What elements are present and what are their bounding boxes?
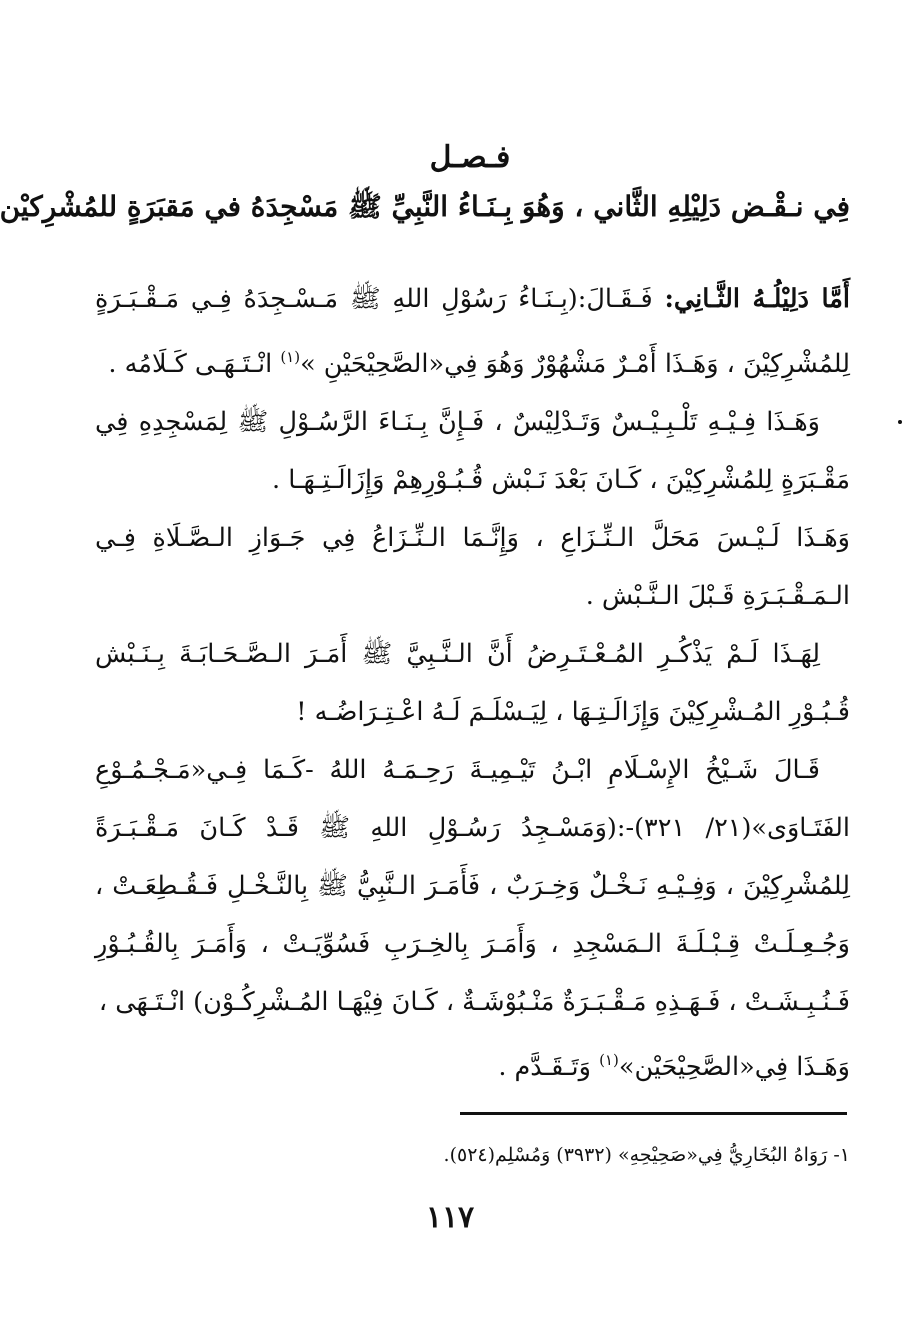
- footnote-reference: (١): [280, 348, 301, 366]
- chapter-title: فـصـل: [429, 140, 511, 175]
- paragraph-2: وَهَـذَا فِـيْـهِ تَلْـبِـيْـسٌ وَتَـدْلِيْسٌ ، فَـإِنَّ بِـنَـاءَ الرَّسُـوْلِ ﷺ لِمَسْجِدِهِ فِي مَقْـبَرَةٍ لِلمُشْرِكِيْنَ ، كَـانَ بَعْدَ نَـبْش قُـبُـوْرِهِمْ وَإِزَالَـتِـهَـا .: [95, 407, 850, 495]
- paragraph-6-end: وَتَـقَـدَّم .: [498, 1052, 600, 1082]
- footnote: ١- رَوَاهُ البُخَارِيُّ فِي«صَحِيْحِهِ» (٣٩٣٢) وَمُسْلِم(٥٢٤).: [443, 1144, 850, 1166]
- paragraph-4: لِهَـذَا لَـمْ يَذْكُـرِ المُـعْـتَـرِضُ أَنَّ الـنَّـبِيَّ ﷺ أَمَـرَ الـصَّـحَـابَـةَ بِـنَـبْش قُـبُـوْرِ المُـشْرِكِيْنَ وَإِزَالَـتِـهَا ، لِيَـسْلَـمَ لَـهُ اعْـتِـرَاضُـه !: [95, 639, 850, 727]
- paragraph-1-lead: أَمَّا دَلِيْلُـهُ الثَّـانِي:: [664, 284, 850, 314]
- paragraph-3: وَهَـذَا لَـيْـسَ مَحَلَّ الـنِّـزَاعِ ، وَإِنَّـمَا الـنِّـزَاعُ فِي جَـوَازِ الـصَّـلَاةِ فِـي الـمَـقْـبَـرَةِ قَـبْلَ الـنَّـبْش .: [95, 523, 850, 611]
- page-number: ١١٧: [425, 1200, 475, 1235]
- chapter-subtitle: فِي نـقْـض دَلِيْلِهِ الثَّاني ، وَهُوَ بِـنَـاءُ النَّبِيِّ ﷺ مَسْجِدَهُ في مَقبَرَةٍ للمُشْرِكيْن: [0, 190, 850, 223]
- paragraph-1: [95, 270, 850, 393]
- body-text: [95, 270, 850, 1096]
- margin-dot: [898, 420, 902, 424]
- paragraph-6-text: وَهَـذَا فِي«الصَّحِيْحَيْن»: [618, 1052, 850, 1082]
- paragraph-1-end: انْـتَـهَـى كَـلَامُه .: [108, 349, 281, 379]
- footnote-reference-2: (١): [599, 1051, 619, 1069]
- paragraph-5: قَـالَ شَـيْخُ الإِسْـلَامِ ابْـنُ تَيْـمِيـةَ رَحِـمَـهُ اللهُ -كَـمَا فِـي«مَـجْـمُـوْعِ الفَتَـاوَى»(٢١/ ٣٢١)-:(وَمَسْـجِدُ رَسُـوْلِ اللهِ ﷺ قَـدْ كَـانَ مَـقْـبَـرَةً لِلمُشْرِكِيْنَ ، وَفِـيْـهِ نَـخْـلٌ وَخِـرَبٌ ، فَأَمَـرَ الـنَّبِيُّ ﷺ بِالنَّـخْـلِ فَـقُـطِعَـتْ ، وَجُـعِـلَـتْ قِـبْـلَـةَ الـمَسْجِدِ ، وَأَمَـرَ بِالخِـرَبِ فَسُوِّيَـتْ ، وَأَمَـرَ بِالقُـبُـوْرِ فَـنُـبِـشَـتْ ، فَـهَـذِهِ مَـقْـبَـرَةٌ مَنْـبُوْشَـةٌ ، كَـانَ فِيْهَـا المُـشْرِكُـوْن) انْـتَـهَى ،: [95, 755, 850, 1017]
- paragraph-6: [95, 1031, 850, 1096]
- footnote-divider: [460, 1112, 847, 1115]
- paragraph-1-text: فَـقَـالَ:(بِـنَـاءُ رَسُوْلِ اللهِ ﷺ مَـسْـجِدَهُ فِـي مَـقْـبَـرَةٍ لِلمُشْرِكِيْنَ ، وَهَـذَا أَمْـرٌ مَشْهُوْرٌ وَهُوَ فِي«الصَّحِيْحَيْنِ »: [95, 284, 850, 379]
